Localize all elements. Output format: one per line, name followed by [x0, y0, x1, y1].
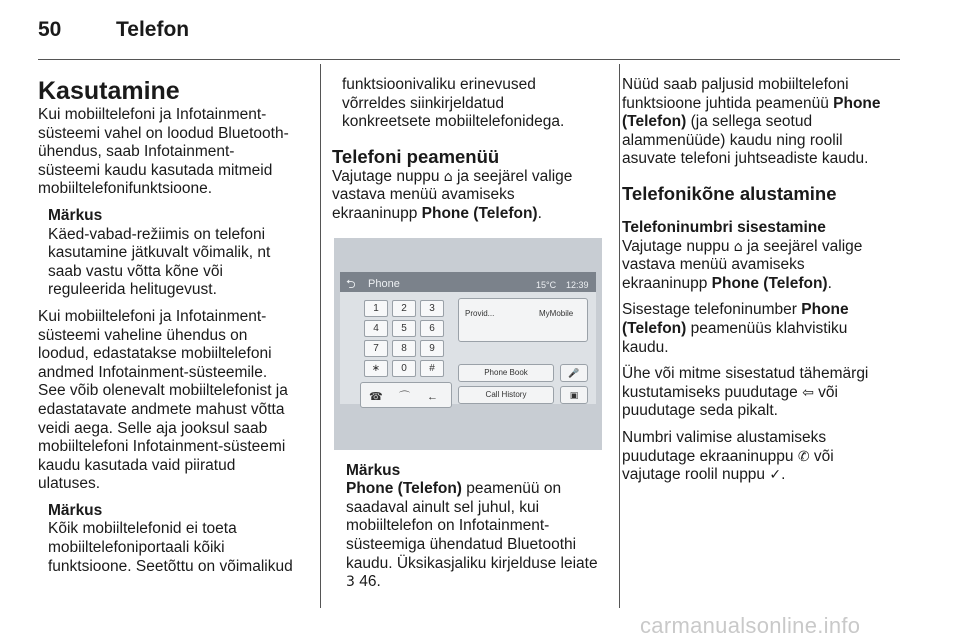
delete-icon[interactable]: ←	[427, 390, 438, 403]
home-icon: ⌂	[443, 168, 453, 185]
paragraph-delete: Ühe või mitme sisestatud tähemärgi kustutamiseks puudutage ⇦ või puudutage seda pikalt.	[622, 365, 869, 420]
note-continuation: funktsioonivaliku erinevused võrreldes siinkirjeldatud konkreetsete mobiiltelefonidega.	[342, 76, 565, 131]
phone-book-button[interactable]: Phone Book	[458, 364, 554, 382]
key-hash[interactable]: #	[420, 360, 444, 377]
key-0[interactable]: 0	[392, 360, 416, 377]
key-2[interactable]: 2	[392, 300, 416, 317]
note-title: Märkus	[48, 206, 103, 224]
call-history-button[interactable]: Call History	[458, 386, 554, 404]
back-icon[interactable]: ⮌	[346, 276, 356, 291]
section-heading-usage: Kasutamine	[38, 77, 180, 105]
key-7[interactable]: 7	[364, 340, 388, 357]
page-reference-icon: 3	[346, 574, 355, 591]
paragraph-connection: Kui mobiiltelefoni ja Infotainment- süsteemi vaheline ühendus on loodud, edastatakse mobiiltelefoni andmed Infotainment-süsteemile. See võib olenevalt mobiiltelefonist ja edastatavate andmete mahust võtta veidi aega. Selle aja jooksul saab mobiiltelefoni Infotainment-süsteemi kaudu kasutada vaid piiratud ulatuses.	[38, 307, 288, 493]
key-3[interactable]: 3	[420, 300, 444, 317]
column-1	[38, 66, 306, 576]
call-controls	[360, 382, 452, 408]
key-5[interactable]: 5	[392, 320, 416, 337]
key-1[interactable]: 1	[364, 300, 388, 317]
key-9[interactable]: 9	[420, 340, 444, 357]
paragraph-dial: Numbri valimise alustamiseks puudutage ekraaninuppu ✆ või vajutage roolil nuppu ✓.	[622, 428, 834, 484]
paragraph-intro: Kui mobiiltelefoni ja Infotainment- süsteemi vahel on loodud Bluetooth- ühendus, saab Infotainment- süsteemi kaudu kasutada mitmeid mobiiltelefonifunktsioone.	[38, 106, 289, 198]
temperature: 15°C	[536, 279, 557, 290]
home-icon: ⌂	[733, 238, 743, 255]
header-divider	[38, 59, 900, 60]
paragraph-open-phone: Vajutage nuppu ⌂ ja seejärel valige vastava menüü avamiseks ekraaninupp Phone (Telefon).	[622, 237, 863, 292]
steering-call-icon: ✓	[769, 467, 782, 484]
paragraph-control: Nüüd saab paljusid mobiiltelefoni funktsioone juhtida peamenüü Phone (Telefon) (ja sellega seotud alammenüüde) kaudu ning roolil asuvate telefoni juhtseadiste kaudu.	[622, 76, 881, 168]
infotainment-phone-screen	[334, 238, 602, 450]
mobile-name: MyMobile	[539, 308, 574, 318]
paragraph-open-menu: Vajutage nuppu ⌂ ja seejärel valige vastava menüü avamiseks ekraaninupp Phone (Telefon).	[332, 167, 573, 222]
column-2	[332, 66, 604, 592]
section-heading-phone-menu: Telefoni peamenüü	[332, 145, 500, 167]
watermark: carmanualsonline.info	[640, 613, 861, 638]
phone-status-panel	[458, 298, 588, 342]
delete-arrow-icon: ⇦	[802, 384, 814, 401]
note-title: Märkus	[346, 461, 401, 479]
audio-output-icon[interactable]: ▣	[560, 386, 588, 404]
mute-icon[interactable]: 🎤	[560, 364, 588, 382]
key-8[interactable]: 8	[392, 340, 416, 357]
page-number: 50	[38, 18, 62, 41]
note-compatibility: Märkus Kõik mobiiltelefonid ei toeta mobiiltelefoniportaali kõiki funktsioone. Seetõttu on võimalikud	[38, 502, 306, 576]
key-4[interactable]: 4	[364, 320, 388, 337]
hangup-icon[interactable]: ⌒	[399, 390, 410, 403]
subheading-enter-number: Telefoninumbri sisestamine	[622, 218, 826, 236]
column-3	[622, 66, 904, 485]
call-icon[interactable]: ☎	[369, 390, 383, 403]
provider-name: Provid...	[465, 308, 495, 318]
key-6[interactable]: 6	[420, 320, 444, 337]
section-heading-start-call: Telefonikõne alustamine	[622, 182, 837, 204]
column-divider-2	[619, 64, 620, 608]
paragraph-enter-number: Sisestage telefoninumber Phone (Telefon) peamenüüs klahvistiku kaudu.	[622, 301, 849, 356]
note-handsfree: Märkus Käed-vabad-režiimis on telefoni kasutamine jätkuvalt võimalik, nt saab vastu võtta kõne või reguleerida helitugevust.	[38, 207, 306, 300]
note-bluetooth: Märkus Phone (Telefon) peamenüü on saadaval ainult sel juhul, kui mobiiltelefon on Infotainment- süsteemiga ühendatud Bluetoothi kaudu. Üksikasjaliku kirjelduse leiate 3 46.	[332, 462, 604, 592]
column-divider-1	[320, 64, 321, 608]
chapter-title: Telefon	[116, 18, 190, 41]
screen-title-bar	[340, 272, 596, 292]
note-title: Märkus	[48, 501, 103, 519]
page-reference[interactable]: 46.	[359, 573, 381, 591]
screen-title: Phone	[368, 277, 400, 290]
phone-icon: ✆	[797, 448, 810, 465]
clock: 12:39	[566, 279, 589, 290]
key-star[interactable]: ∗	[364, 360, 388, 377]
